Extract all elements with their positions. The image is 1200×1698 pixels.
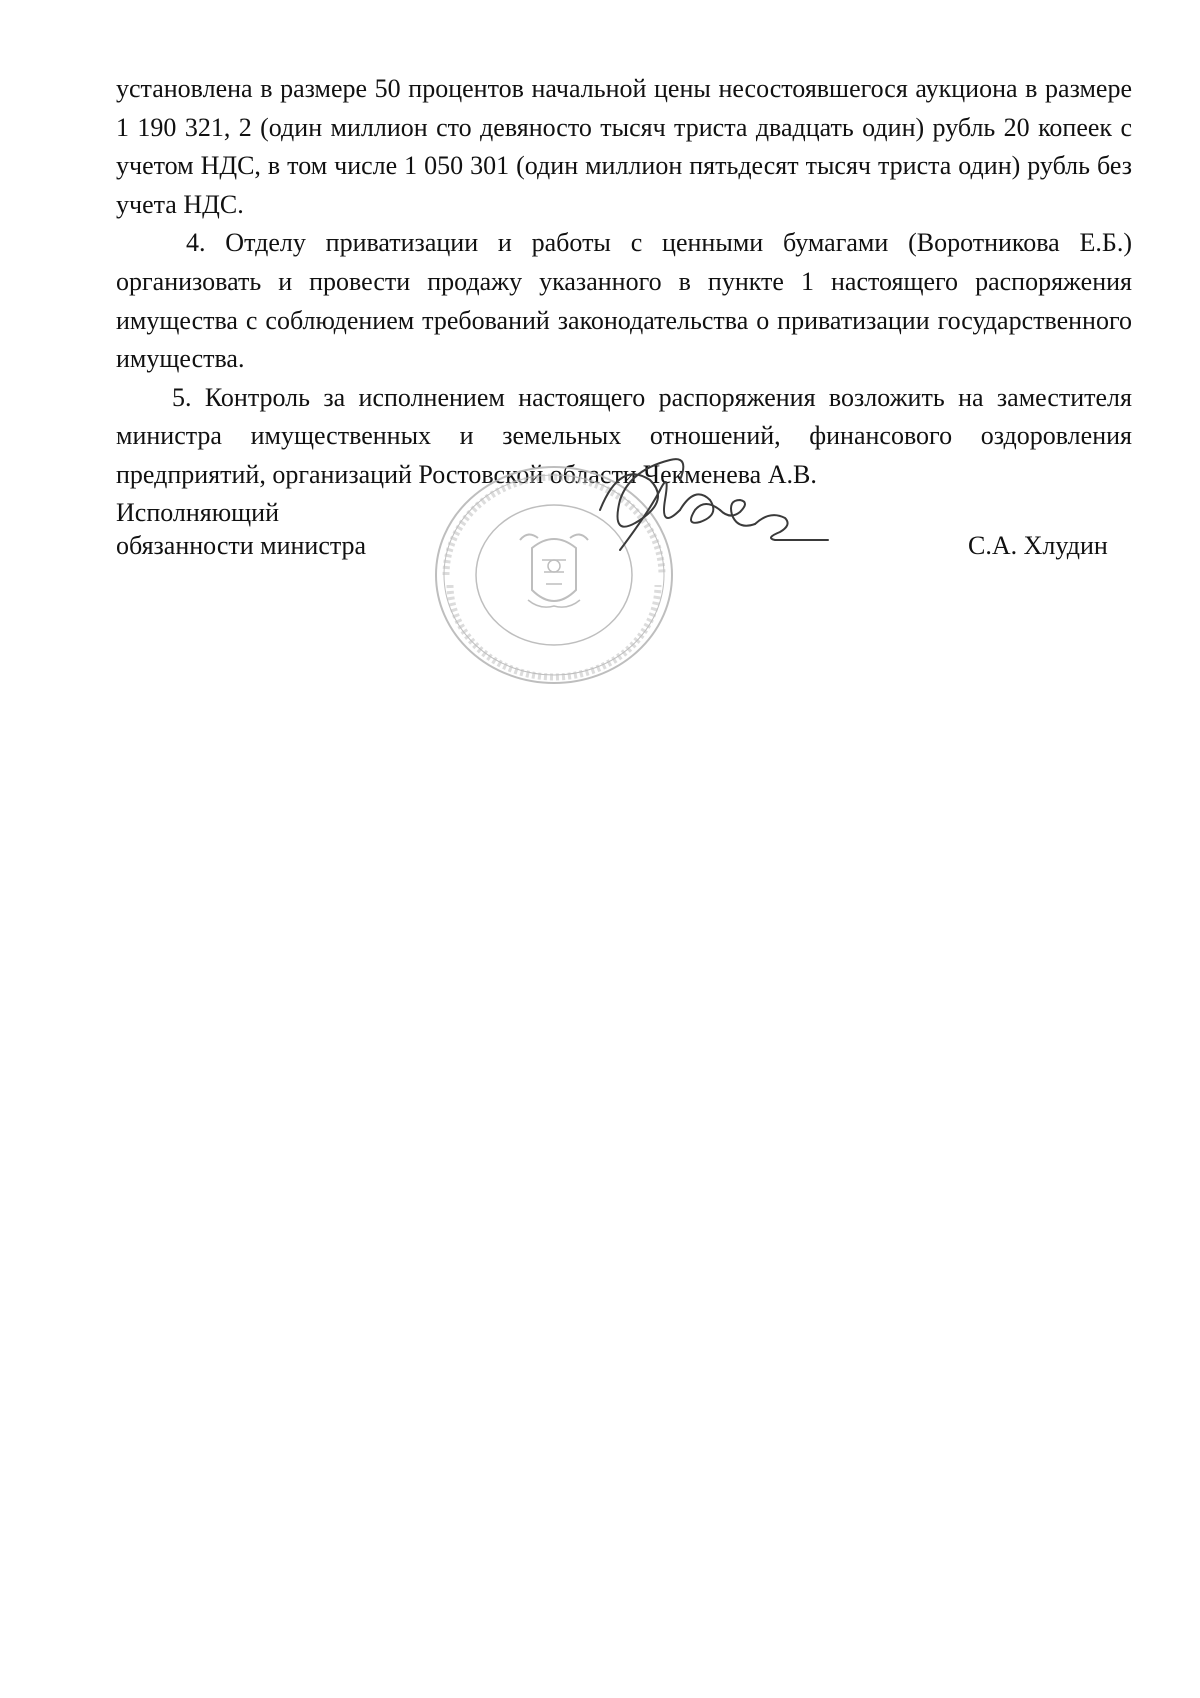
signer-position [116, 496, 366, 562]
signature-block [0, 440, 1200, 700]
signer-name: С.А. Хлудин [968, 531, 1108, 560]
paragraph-item-5: 5. Контроль за исполнением настоящего распоряжения возложить на заместителя министра имущественных и земельных отношений, финансового оздоровления предприятий, организаций Ростовской области Чекменева А.В. [116, 382, 1132, 489]
document-body [116, 70, 1132, 495]
paragraph-continuation: установлена в размере 50 процентов начальной цены несостоявшегося аукциона в размере 1 190 321, 2 (один миллион сто девяносто тысяч триста двадцать один) рубль 20 копеек с учетом НДС, в том числе 1 050 301 (один миллион пятьдесят тысяч триста один) рубль без учета НДС. [116, 74, 1132, 219]
handwritten-signature [580, 440, 840, 590]
signer-position-line1: Исполняющий [116, 498, 280, 527]
paragraph-item-4: 4. Отделу приватизации и работы с ценными бумагами (Воротникова Е.Б.) организовать и провести продажу указанного в пункте 1 настоящего распоряжения имущества с соблюдением требований законодательства о приватизации государственного имущества. [116, 228, 1132, 374]
signer-position-line2: обязанности министра [116, 531, 367, 560]
